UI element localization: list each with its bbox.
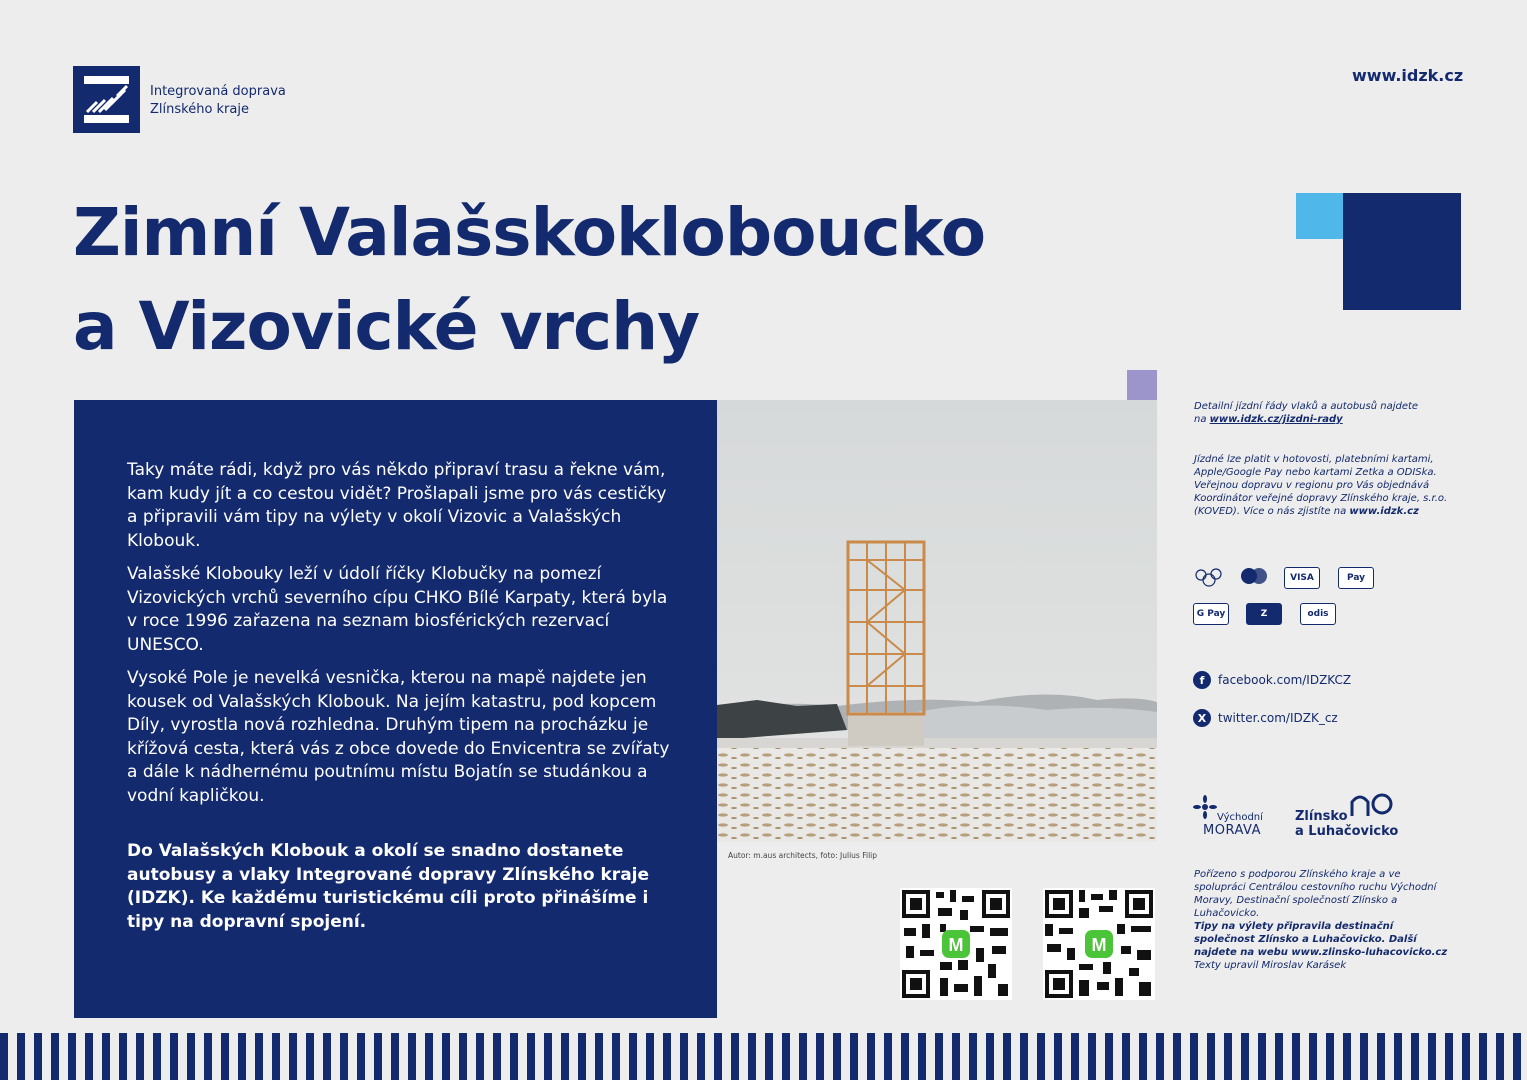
zetka-icon: Z	[1246, 603, 1282, 625]
partner1-line1: Východní	[1217, 812, 1263, 823]
colonnade-icon	[1350, 792, 1396, 818]
mastercard-icon	[1238, 567, 1270, 589]
twitter-link[interactable]	[1193, 709, 1338, 727]
paragraph-vysoke-pole: Vysoké Pole je nevelká vesnička, kterou na mapě najdete jen kousek od Valašských Klobouk. Na jejím katastru, pod kopcem Díly, vyrostla nová rozhledna. Druhým tipem na procházku je křížová cesta, která vás z obce dovede do Envicentra se zvířaty a dále k nádhernému poutnímu místu Bojatín se studánkou a vodní kapličkou.	[127, 668, 670, 806]
qr-code[interactable]	[1043, 888, 1155, 1000]
idzk-logo	[73, 66, 140, 133]
partner1-line2: MORAVA	[1203, 823, 1261, 838]
paragraph-intro: Taky máte rádi, když pro vás někdo připraví trasu a řekne vám, kam kudy jít a co cestou vidět? Prošlapali jsme pro vás cestičky a připravili vám tipy na výlety v okolí Vizovic a Valašských Klobouk.	[127, 460, 667, 551]
title-line2: a Vizovické vrchy	[73, 288, 700, 365]
logo-line2: Zlínského kraje	[150, 102, 249, 117]
timetable-link[interactable]: www.idzk.cz/jizdni-rady	[1209, 414, 1343, 425]
decor-square-light	[1296, 193, 1344, 239]
coins-icon	[1194, 567, 1224, 589]
logo-text	[150, 83, 286, 119]
credits-end: Texty upravil Miroslav Karásek	[1194, 960, 1347, 971]
logo-line1: Integrovaná doprava	[150, 84, 286, 99]
payment-info	[1194, 453, 1454, 518]
timetable-prefix: na	[1194, 414, 1207, 425]
vychodni-morava-logo	[1203, 812, 1263, 838]
facebook-label: facebook.com/IDZKCZ	[1218, 673, 1352, 687]
paragraph-klobouky: Valašské Klobouky leží v údolí říčky Klobučky na pomezí Vizovických vrchů severního cípu CHKO Bílé Karpaty, která byla v roce 1996 zařazena na seznam biosférických rezervací UNESCO.	[127, 564, 668, 655]
credits-bold: Tipy na výlety připravila destinační společnost Zlínsko a Luhačovicko. Další najdete na webu www.zlinsko-luhacovicko.cz	[1194, 921, 1448, 958]
lookout-tower-photo	[717, 400, 1157, 842]
credits	[1194, 868, 1454, 972]
timetable-text: Detailní jízdní řády vlaků a autobusů najdete	[1194, 401, 1419, 412]
qr-badge: M	[948, 935, 964, 955]
qr-code[interactable]	[900, 888, 1012, 1000]
title-line1: Zimní Valašskokloboucko	[73, 194, 986, 271]
x-icon: X	[1193, 709, 1211, 727]
payment-link[interactable]: www.idzk.cz	[1349, 506, 1419, 517]
apple-pay-icon: Pay	[1338, 567, 1374, 589]
partner2-line1: Zlínsko	[1295, 809, 1348, 824]
panel-text	[127, 459, 682, 944]
timetable-info	[1194, 400, 1454, 426]
google-pay-icon: G Pay	[1193, 603, 1229, 625]
decor-square-dark	[1343, 193, 1461, 310]
qr-badge: M	[1091, 935, 1107, 955]
visa-icon: VISA	[1284, 567, 1320, 589]
odiska-icon: odis	[1300, 603, 1336, 625]
page-title	[73, 186, 985, 374]
decor-stripes	[0, 1033, 1527, 1080]
facebook-link[interactable]	[1193, 671, 1351, 689]
payment-text: Jízdné lze platit v hotovosti, platebními kartami, Apple/Google Pay nebo kartami Zetka a ODISka. Veřejnou dopravu v regionu pro Vás objednává Koordinátor veřejné dopravy Zlínského kraje, s.r.o. (KOVED). Více o nás zjistíte na	[1194, 454, 1448, 517]
credits-normal: Pořízeno s podporou Zlínského kraje a ve spolupráci Centrálou cestovního ruchu Východní Moravy, Destinační společností Zlínsko a Luhačovicko.	[1194, 869, 1437, 919]
facebook-icon: f	[1193, 671, 1211, 689]
partner2-line2: a Luhačovicko	[1295, 824, 1399, 839]
paragraph-transport: Do Valašských Klobouk a okolí se snadno dostanete autobusy a vlaky Integrované dopravy Zlínského kraje (IDZK). Ke každému turistickému cíli proto přinášíme i tipy na dopravní spojení.	[127, 841, 650, 932]
website-link[interactable]: www.idzk.cz	[1352, 66, 1464, 85]
decor-square-purple	[1127, 370, 1157, 400]
photo-credit: Autor: m.aus architects, foto: Julius Filip	[728, 851, 878, 860]
twitter-label: twitter.com/IDZK_cz	[1218, 711, 1338, 725]
